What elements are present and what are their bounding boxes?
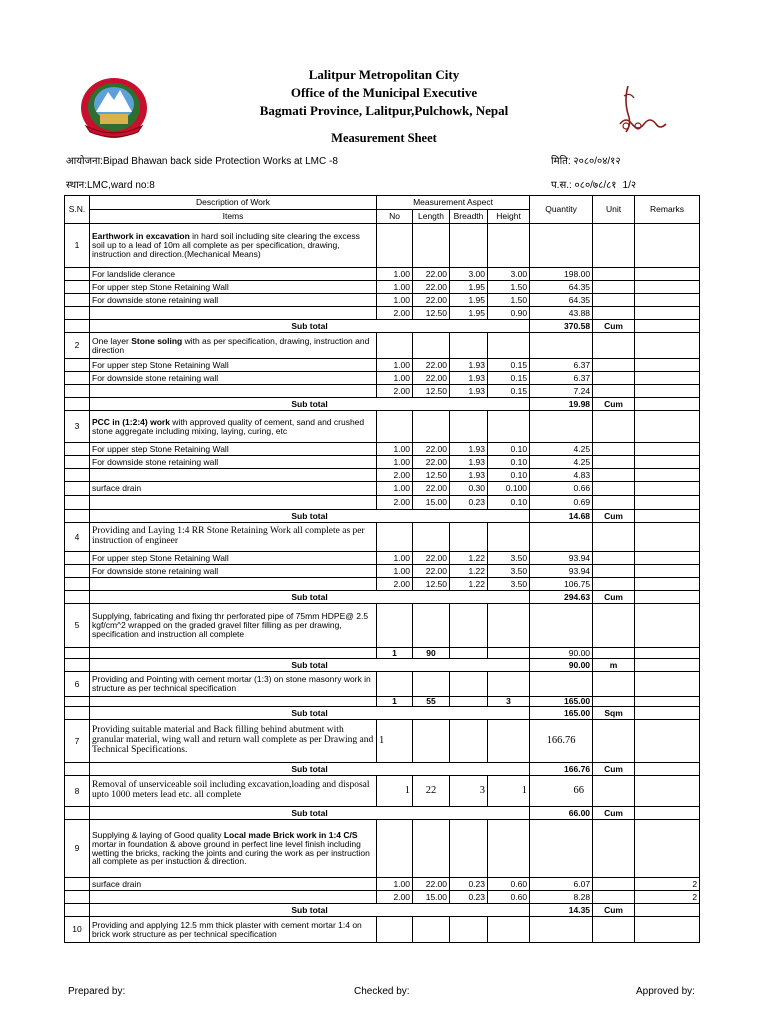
address: Bagmati Province, Lalitpur,Pulchowk, Nepal [259,103,509,118]
approved-by: Approved by: [636,986,695,997]
date: मिति: २०८०/०४/१२ [551,156,621,167]
subtotal-row: Sub total 166.76 Cum [65,763,700,776]
table-row: 2.00 15.00 0.23 0.10 0.69 [65,496,700,510]
subtotal-row: Sub total 165.00 Sqm [65,707,700,720]
table-row: 2.00 12.50 1.93 0.15 7.24 [65,385,700,398]
header-description: Description of Work [90,196,377,210]
header-height: Height [488,210,530,224]
item-description: Supplying & laying of Good quality Local made Brick work in 1:4 C/S mortar in foundation & above ground in perfect line level finish including wetting the bricks, racking the joints and curing the work as per instruction all complete as per instuction & direction. [90,820,377,878]
header-remarks: Remarks [635,196,700,224]
subtotal-row: Sub total 14.35 Cum [65,904,700,917]
item-description: Supplying, fabricating and fixing thr perforated pipe of 75mm HDPE@ 2.5 kgf/cm^2 wrapped on the graded gravel filter filling as per drawing, specification and instruction all complete [90,604,377,648]
table-row: 1 Earthwork in excavation in hard soil including site clearing the excess soil up to a lead of 10m all complete as per specification, drawing, instruction and direction.(Mechanical Means) [65,224,700,268]
item-description: Providing and Pointing with cement mortar (1:3) on stone masonry work in structure as per technical specification [90,672,377,697]
subtotal-row: Sub total 66.00 Cum [65,807,700,820]
table-row: 2.00 15.00 0.23 0.60 8.28 2 [65,891,700,904]
table-row: For downside stone retaining wall 1.00 22.00 1.93 0.10 4.25 [65,456,700,469]
header-breadth: Breadth [450,210,488,224]
location: स्थान:LMC,ward no:8 [66,180,155,191]
item-description: Earthwork in excavation in hard soil including site clearing the excess soil up to a lead of 10m all complete as per specification, drawing, instruction and direction.(Mechanical Means) [90,224,377,268]
item-description: Removal of unserviceable soil including excavation,loading and disposal upto 1000 meters lead etc. all complete [90,776,377,807]
office-name: Office of the Municipal Executive [290,85,478,100]
header-quantity: Quantity [530,196,593,224]
sheet-title: Measurement Sheet [331,131,437,145]
measurement-table [64,195,700,943]
header-unit: Unit [593,196,635,224]
header-sn: S.N. [65,196,90,224]
table-row: 6 Providing and Pointing with cement mortar (1:3) on stone masonry work in structure as per technical specification [65,672,700,697]
table-row: 1 90 90.00 [65,648,700,659]
table-row: 2.00 12.50 1.95 0.90 43.88 [65,307,700,320]
subtotal-row: Sub total 370.58 Cum [65,320,700,333]
checked-by: Checked by: [354,986,410,997]
table-row: 3 PCC in (1:2:4) work with approved quality of cement, sand and crushed stone aggregate including mixing, laying, curing, etc [65,411,700,443]
item-description: Providing and Laying 1:4 RR Stone Retaining Work all complete as per instruction of engineer [90,523,377,552]
table-row: 8 Removal of unserviceable soil including excavation,loading and disposal upto 1000 meters lead etc. all complete 1 22 3 1 66 [65,776,700,807]
header-no: No [377,210,413,224]
item-description: One layer Stone soling with as per specification, drawing, instruction and direction [90,333,377,359]
subtotal-row: Sub total 90.00 m [65,659,700,672]
item-description: Providing suitable material and Back filling behind abutment with granular material, wing wall and return wall complete as per Drawing and Technical Specifications. [90,720,377,763]
org-name: Lalitpur Metropolitan City [308,67,460,82]
item-description: PCC in (1:2:4) work with approved quality of cement, sand and crushed stone aggregate including mixing, laying, curing, etc [90,411,377,443]
table-row: For landslide clerance 1.00 22.00 3.00 3.00 198.00 [65,268,700,281]
subtotal-row: Sub total 19.98 Cum [65,398,700,411]
table-row: surface drain 1.00 22.00 0.30 0.100 0.66 [65,482,700,496]
table-row: For downside stone retaining wall 1.00 22.00 1.95 1.50 64.35 [65,294,700,307]
project-name: आयोजना:Bipad Bhawan back side Protection Works at LMC -8 [66,156,338,167]
table-row: 9 Supplying & laying of Good quality Local made Brick work in 1:4 C/S mortar in foundation & above ground in perfect line level finish including wetting the bricks, racking the joints and curing the work as per instruction all complete as per instuction & direction. [65,820,700,878]
page-ref: प.स.: ०८०/७८/८१ 1/२ [551,180,637,191]
header-items: Items [90,210,377,224]
table-row: For upper step Stone Retaining Wall 1.00 22.00 1.22 3.50 93.94 [65,552,700,565]
item-description: Providing and applying 12.5 mm thick plaster with cement mortar 1:4 on brick work structure as per technical specification [90,917,377,943]
subtotal-row: Sub total 294.63 Cum [65,591,700,604]
table-row: 2.00 12.50 1.93 0.10 4.83 [65,469,700,482]
table-row: For upper step Stone Retaining Wall 1.00 22.00 1.93 0.15 6.37 [65,359,700,372]
prepared-by: Prepared by: [68,986,126,997]
table-row: 1 55 3 165.00 [65,697,700,707]
table-row: 2.00 12.50 1.22 3.50 106.75 [65,578,700,591]
table-row: 4 Providing and Laying 1:4 RR Stone Retaining Work all complete as per instruction of engineer [65,523,700,552]
table-row: 2 One layer Stone soling with as per specification, drawing, instruction and direction [65,333,700,359]
header-length: Length [413,210,450,224]
table-row: For downside stone retaining wall 1.00 22.00 1.22 3.50 93.94 [65,565,700,578]
table-row: For upper step Stone Retaining Wall 1.00 22.00 1.93 0.10 4.25 [65,443,700,456]
table-row: 10 Providing and applying 12.5 mm thick plaster with cement mortar 1:4 on brick work structure as per technical specification [65,917,700,943]
table-row: surface drain 1.00 22.00 0.23 0.60 6.07 2 [65,878,700,891]
subtotal-row: Sub total 14.68 Cum [65,510,700,523]
table-row: 7 Providing suitable material and Back filling behind abutment with granular material, wing wall and return wall complete as per Drawing and Technical Specifications. 1 166.76 [65,720,700,763]
table-row: 5 Supplying, fabricating and fixing thr perforated pipe of 75mm HDPE@ 2.5 kgf/cm^2 wrapped on the graded gravel filter filling as per drawing, specification and instruction all complete [65,604,700,648]
table-row: For downside stone retaining wall 1.00 22.00 1.93 0.15 6.37 [65,372,700,385]
table-row: For upper step Stone Retaining Wall 1.00 22.00 1.95 1.50 64.35 [65,281,700,294]
header-measurement: Measurement Aspect [377,196,530,210]
